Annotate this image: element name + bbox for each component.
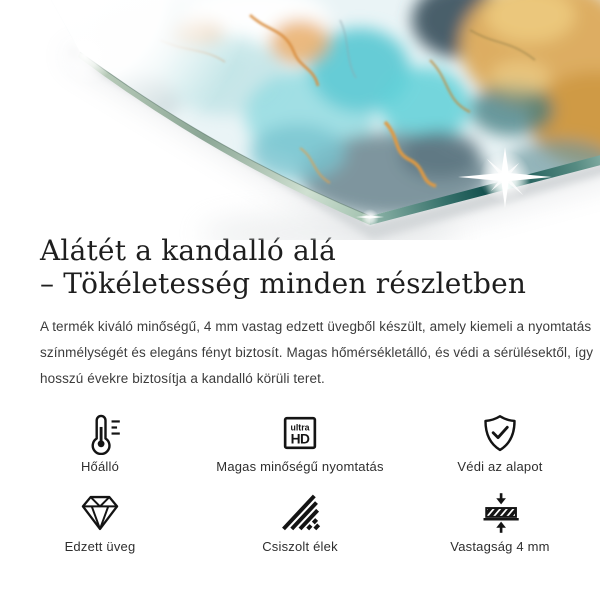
product-image xyxy=(0,0,600,230)
title-line-1: Alátét a kandalló alá xyxy=(40,234,336,267)
thickness-icon xyxy=(478,491,522,535)
description-line: hosszú évekre biztosítja a kandalló körüli teret. xyxy=(40,371,325,386)
feature-label: Csiszolt élek xyxy=(262,539,338,554)
shield-check-icon xyxy=(478,411,522,455)
polished-edges-icon xyxy=(278,491,322,535)
features-grid xyxy=(0,410,600,554)
page-title xyxy=(40,234,560,300)
diamond-icon xyxy=(78,491,122,535)
feature-label: Védi az alapot xyxy=(457,459,543,474)
ultra-hd-text-top: ultra xyxy=(290,422,310,433)
description-line: színmélységét és elegáns fényt biztosít. Magas hőmérsékletálló, és védi a sérülésektől, így xyxy=(40,345,594,360)
feature-high-quality-print xyxy=(200,410,400,474)
feature-thickness-4mm xyxy=(400,490,600,554)
feature-polished-edges xyxy=(200,490,400,554)
ultra-hd-icon xyxy=(278,411,322,455)
feature-heat-resistant xyxy=(0,410,200,474)
feature-label: Vastagság 4 mm xyxy=(450,539,550,554)
feature-label: Edzett üveg xyxy=(64,539,136,554)
product-description xyxy=(40,314,594,392)
feature-protects-base xyxy=(400,410,600,474)
thermometer-icon xyxy=(78,411,122,455)
feature-tempered-glass xyxy=(0,490,200,554)
ultra-hd-text-bottom: HD xyxy=(290,431,310,447)
product-info xyxy=(0,234,600,554)
title-line-2: – Tökéletesség minden részletben xyxy=(40,267,527,300)
description-line: A termék kiváló minőségű, 4 mm vastag edzett üvegből készült, amely kiemeli a nyomtatás xyxy=(40,319,592,334)
feature-label: Hőálló xyxy=(80,459,120,474)
product-photo xyxy=(0,0,600,240)
feature-label: Magas minőségű nyomtatás xyxy=(216,459,384,474)
